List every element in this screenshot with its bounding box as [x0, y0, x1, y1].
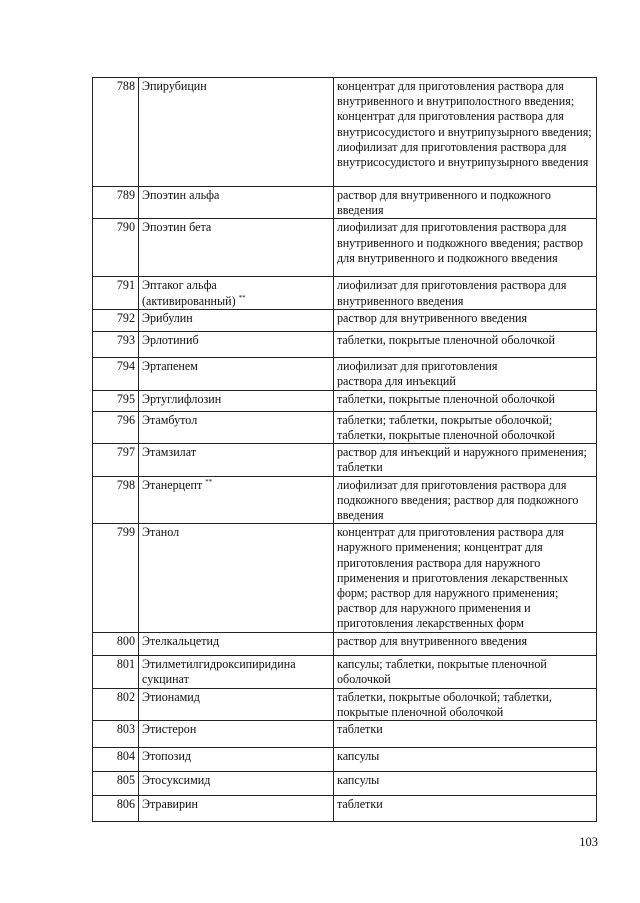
dosage-form: капсулы — [334, 748, 597, 772]
row-number: 802 — [93, 688, 139, 720]
dosage-form: раствор для внутривенного введения — [334, 309, 597, 331]
dosage-form: таблетки, покрытые пленочной оболочкой — [334, 331, 597, 357]
row-number: 789 — [93, 187, 139, 219]
page-number: 103 — [579, 835, 598, 849]
drug-name-cell — [139, 309, 334, 331]
table-row — [93, 78, 597, 187]
table-row — [93, 524, 597, 633]
table-row — [93, 390, 597, 411]
drug-name-cell — [139, 78, 334, 187]
row-number: 792 — [93, 309, 139, 331]
drug-name-cell — [139, 187, 334, 219]
drug-name: Этионамид — [142, 689, 200, 704]
drug-name-cell — [139, 772, 334, 796]
dosage-form: таблетки, покрытые пленочной оболочкой — [334, 390, 597, 411]
drug-name: Этравирин — [142, 797, 199, 812]
row-number: 791 — [93, 277, 139, 309]
row-number: 799 — [93, 524, 139, 633]
drug-name: Эрлотиниб — [142, 332, 199, 347]
drug-name-cell — [139, 331, 334, 357]
dosage-form: лиофилизат для приготовления раствора для инъекций — [334, 357, 597, 390]
drug-name-cell — [139, 688, 334, 720]
row-number: 795 — [93, 390, 139, 411]
row-number: 794 — [93, 357, 139, 390]
drug-name-cell — [139, 277, 334, 309]
drug-name: Этамбутол — [142, 412, 198, 427]
drug-name: Эпоэтин альфа — [142, 188, 220, 202]
table-row — [93, 796, 597, 822]
drug-name-cell — [139, 476, 334, 524]
dosage-form: лиофилизат для приготовления раствора для подкожного введения; раствор для подкожного введения — [334, 476, 597, 524]
table-row — [93, 309, 597, 331]
drug-name-cell — [139, 796, 334, 822]
drug-name-cell — [139, 357, 334, 390]
dosage-form: раствор для внутривенного и подкожного введения — [334, 187, 597, 219]
drug-table-body — [93, 78, 597, 822]
drug-name: Этистерон — [142, 722, 197, 737]
table-row — [93, 444, 597, 476]
dosage-form: раствор для инъекций и наружного применения; таблетки — [334, 444, 597, 476]
dosage-form: лиофилизат для приготовления раствора для внутривенного и подкожного введения; раствор для внутривенного и подкожного введения — [334, 219, 597, 277]
drug-table — [92, 77, 597, 822]
table-row — [93, 748, 597, 772]
dosage-form: капсулы; таблетки, покрытые пленочной оболочкой — [334, 656, 597, 688]
drug-name-cell — [139, 656, 334, 688]
drug-name: Эрибулин — [142, 310, 193, 325]
drug-name: Эпоэтин бета — [142, 220, 212, 235]
table-row — [93, 688, 597, 720]
table-row — [93, 277, 597, 309]
drug-name-cell — [139, 524, 334, 633]
drug-name: Эптаког альфа (активированный) — [142, 278, 236, 308]
drug-name: Эпирубицин — [142, 79, 207, 93]
drug-name: Этамзилат — [142, 445, 197, 460]
drug-name-cell — [139, 721, 334, 748]
row-number: 790 — [93, 219, 139, 277]
row-number: 788 — [93, 78, 139, 187]
dosage-form: концентрат для приготовления раствора для наружного применения; концентрат для приготовления раствора для наружного применения и приготовления лекарственных форм; раствор для наружного применения; раствор для наружного применения и приготовления лекарственных форм — [334, 524, 597, 633]
drug-name: Эртуглифлозин — [142, 391, 222, 406]
table-row — [93, 476, 597, 524]
row-number: 797 — [93, 444, 139, 476]
special-mark: ** — [238, 293, 246, 302]
dosage-form: капсулы — [334, 772, 597, 796]
table-row — [93, 721, 597, 748]
special-mark: ** — [205, 477, 213, 486]
dosage-form: таблетки; таблетки, покрытые оболочкой; таблетки, покрытые пленочной оболочкой — [334, 411, 597, 443]
drug-name: Этопозид — [142, 749, 192, 764]
drug-name: Этанол — [142, 525, 180, 540]
row-number: 806 — [93, 796, 139, 822]
dosage-form: таблетки — [334, 796, 597, 822]
table-row — [93, 411, 597, 443]
table-row — [93, 656, 597, 688]
drug-name-cell — [139, 411, 334, 443]
row-number: 803 — [93, 721, 139, 748]
row-number: 798 — [93, 476, 139, 524]
table-row — [93, 633, 597, 656]
row-number: 796 — [93, 411, 139, 443]
drug-name: Этилметилгидроксипиридина сукцинат — [142, 657, 296, 687]
dosage-form: раствор для внутривенного введения — [334, 633, 597, 656]
dosage-form: лиофилизат для приготовления раствора для внутривенного введения — [334, 277, 597, 309]
row-number: 801 — [93, 656, 139, 688]
row-number: 793 — [93, 331, 139, 357]
drug-name-cell — [139, 219, 334, 277]
drug-name-cell — [139, 390, 334, 411]
table-row — [93, 331, 597, 357]
row-number: 800 — [93, 633, 139, 656]
drug-name-cell — [139, 633, 334, 656]
table-row — [93, 219, 597, 277]
row-number: 804 — [93, 748, 139, 772]
table-row — [93, 772, 597, 796]
row-number: 805 — [93, 772, 139, 796]
dosage-form: концентрат для приготовления раствора для внутривенного и внутриполостного введения; концентрат для приготовления раствора для внутрисосудистого и внутрипузырного введения; лиофилизат для приготовления раствора для внутрисосудистого и внутрипузырного введения — [334, 78, 597, 187]
drug-name: Этосуксимид — [142, 773, 211, 788]
drug-name: Эртапенем — [142, 358, 198, 373]
drug-name: Этелкальцетид — [142, 634, 220, 649]
table-row — [93, 357, 597, 390]
drug-name-cell — [139, 748, 334, 772]
dosage-form: таблетки — [334, 721, 597, 748]
dosage-form: таблетки, покрытые оболочкой; таблетки, покрытые пленочной оболочкой — [334, 688, 597, 720]
drug-name: Этанерцепт — [142, 477, 203, 492]
table-row — [93, 187, 597, 219]
drug-name-cell — [139, 444, 334, 476]
